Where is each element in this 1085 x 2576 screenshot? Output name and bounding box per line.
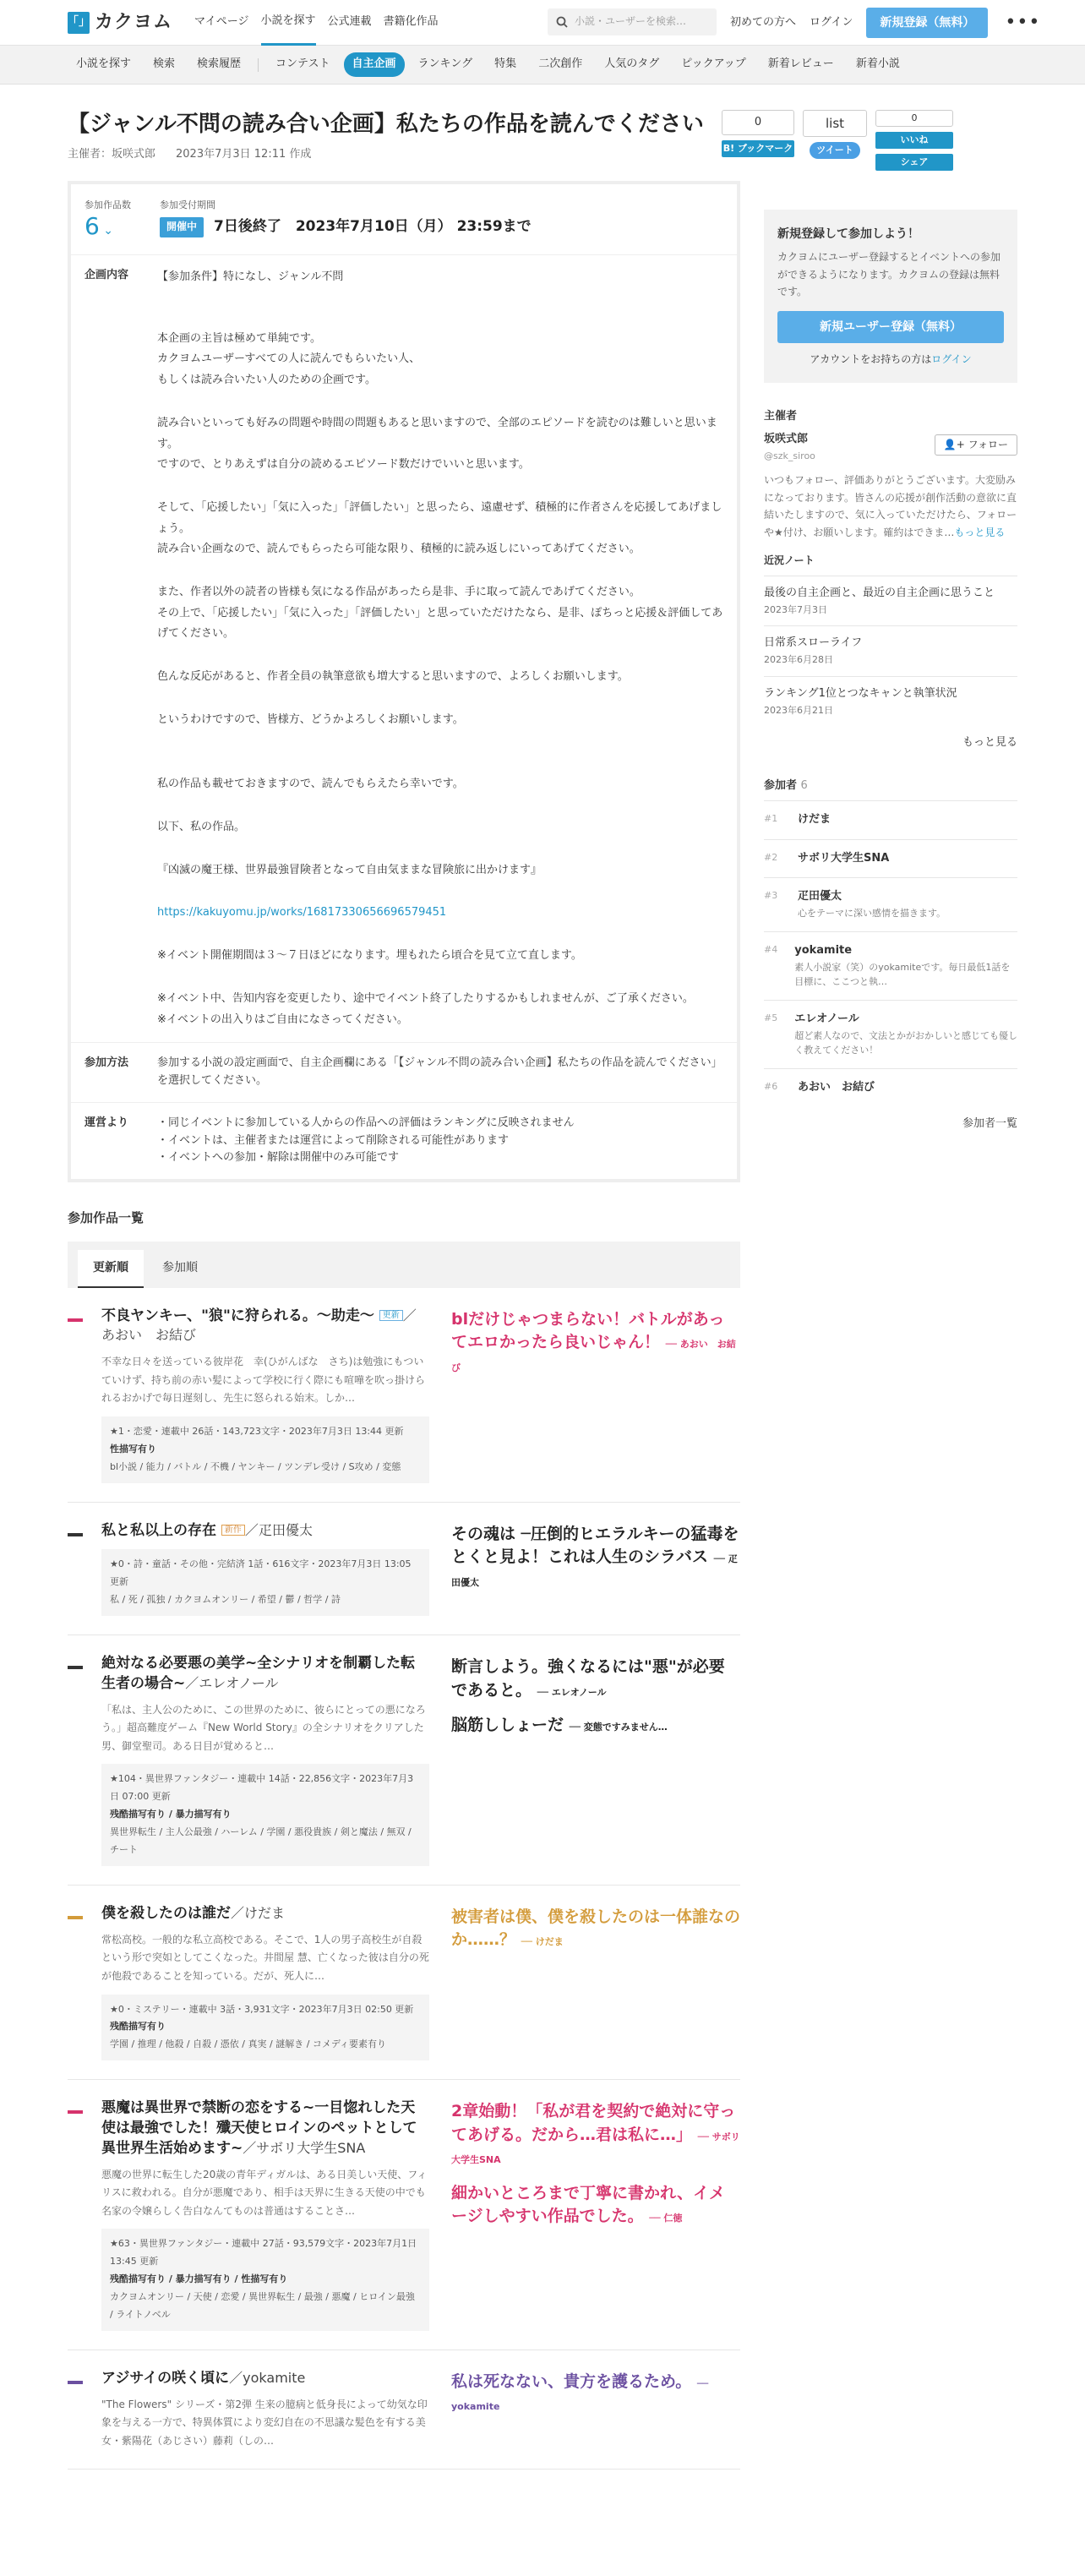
host-card [764,431,1017,541]
host-more-link[interactable]: もっと見る [954,526,1006,538]
note-item: ・ イベントへの参加・解除は開催中のみ可能です [157,1149,723,1167]
work-item [68,1886,740,2080]
join-login-link[interactable]: ログイン [931,352,972,365]
like-count: 0 [875,110,953,127]
work-catch [451,1307,740,1483]
content-line [157,476,723,498]
work-meta [101,1764,429,1865]
works-heading: 参加作品一覧 [68,1210,144,1226]
member-number: #6 [764,1080,778,1092]
page-title: 【ジャンル不問の読み合い企画】私たちの作品を読んでください [68,112,704,137]
work-title[interactable]: 私と私以上の存在 新作 ／疋田優太 [101,1521,313,1539]
catchphrase: その魂は ─圧倒的ヒエラルキーの猛毒をとくと見よ！これは人生のシラバス ── 疋田優太 [451,1524,739,1588]
content-body [157,267,723,1030]
period-stat [160,198,532,241]
help-link[interactable]: 初めての方へ [730,15,797,29]
content-line: 本企画の主旨は極めて単純です。 [157,331,321,345]
logo-mark: 「」 [68,12,90,34]
member-desc: 超ど素人なので、文法とかがおかしいと感じても優しく教えてください！ [794,1029,1017,1056]
note-item[interactable] [764,625,1017,675]
work-stats: ★1・恋愛・連載中 26話・143,723文字・2023年7月3日 13:44 更新 [110,1425,404,1437]
tweet-button[interactable]: ツイート [810,142,860,159]
work-stats: ★0・詩・童話・その他・完結済 1話・616文字・2023年7月3日 13:05 更新 [110,1558,412,1588]
event-summary [71,184,737,255]
organizer[interactable]: 主催者：坂咲式郎 [68,148,156,161]
more-menu-icon[interactable]: ••• [1005,12,1041,34]
work-info [68,1654,429,1866]
member-item[interactable] [764,839,1017,878]
member-name: けだま [798,812,831,826]
note-item[interactable] [764,676,1017,726]
content-line: また、作者以外の読者の皆様も気になる作品があったら是非、手に取って読んであげてください。 [157,585,641,598]
nav-official[interactable]: 公式連載 [327,15,372,29]
work-tag-badge: 更新 [379,1310,403,1321]
member-number: #3 [764,890,778,902]
work-stats: ★0・ミステリー・連載中 3話・3,931文字・2023年7月3日 02:50 更新 [110,2003,414,2015]
join-box [764,210,1017,383]
work-item [68,2080,740,2350]
tab-joined[interactable]: 参加順 [162,1261,198,1275]
catchphrase: 断言しよう。強くなるには"悪"が必要であると。 ── エレオノール [451,1657,725,1700]
event-notes-row [71,1103,737,1179]
content-line [157,730,723,752]
bookmark-button[interactable]: B! ブックマーク [722,140,794,157]
list-button[interactable]: list [803,110,867,137]
chevron-down-icon: ⌄ [99,224,114,238]
review-catch: 細かいところまで丁寧に書かれ、イメージしやすい作品でした。 ── 仁徳 [451,2183,725,2226]
content-line: ※イベント開催期間は３～７日ほどになります。埋もれたら頃合を見て立て直します。 [157,949,582,963]
work-author[interactable]: 疋田優太 [258,1521,313,1538]
member-item[interactable] [764,1068,1017,1107]
content-line[interactable]: https://kakuyomu.jp/works/16817330656696579451 [157,906,447,920]
member-item[interactable] [764,1000,1017,1068]
content-line [157,752,723,774]
work-item [68,2350,740,2470]
work-author[interactable]: エレオノール [199,1674,279,1691]
subnav-events[interactable]: 自主企画 [344,52,405,77]
review-catch: 脳筋ししょーだ ── 変態ですみません… [451,1716,668,1735]
content-line [157,688,723,710]
work-flags: 残酷描写有り [110,2021,166,2033]
work-meta [101,1995,429,2061]
catch-author: ── サボリ大学生SNA [451,2131,740,2166]
content-line [157,924,723,946]
content-lines [157,329,723,1030]
member-name: エレオノール [794,1012,859,1025]
content-line: 私の作品も載せておきますので、読んでもらえたら幸いです。 [157,778,464,791]
member-number: #5 [764,1012,778,1023]
catchphrase: 私は死なない、貴方を護るため。 ── yokamite [451,2371,709,2413]
catchphrase: 2章始動！「私が君を契約で絶対に守ってあげる。だから…君は私に…」 ── サボリ大学生SNA [451,2102,740,2166]
work-color-mark [68,1318,83,1322]
subnav-pickup[interactable]: ピックアップ [681,57,746,71]
member-name: サボリ大学生SNA [798,851,890,865]
note-item: ・ 同じイベントに参加している人からの作品への評価はランキングに反映されません [157,1115,723,1132]
join-text: カクヨムにユーザー登録するとイベントへの参加ができるようになります。カクヨムの登録は無料です。 [777,251,1001,298]
share-button[interactable]: シェア [875,154,953,171]
member-desc: 素人小説家（笑）のyokamiteです。毎日最低1話を目標に、ここつと執… [794,961,1011,988]
work-catch [451,1521,740,1616]
work-author[interactable]: yokamite [243,2369,306,2386]
member-number: #1 [764,812,778,824]
work-author[interactable]: あおい お結び [101,1327,197,1344]
subnav-history[interactable]: 検索履歴 [197,57,242,71]
work-info [68,1307,429,1483]
nav-mypage[interactable]: マイページ [194,15,249,29]
catchphrase: 被害者は僕、僕を殺したのは一体誰なのか……？ ── けだま [451,1907,741,1950]
work-catch [451,1904,740,2060]
members-heading: 参加者 6 [764,779,808,793]
nav-find-novels[interactable]: 小説を探す [261,0,316,46]
note-date: 2023年6月28日 [764,654,833,666]
search-placeholder: 小説・ユーザーを検索… [575,15,687,28]
work-meta [101,2229,429,2330]
note-date: 2023年7月3日 [764,603,827,615]
join-login: アカウントをお持ちの方はログイン [810,352,972,365]
work-info [68,1904,429,2060]
notes-list [764,576,1017,726]
notes-label: 運営より [85,1116,129,1129]
follow-button[interactable]: 👤+ フォロー [935,434,1017,456]
work-flags: 残酷描写有り / 暴力描写有り / 性描写有り [110,2273,288,2285]
catch-author: ── けだま [521,1936,564,1948]
work-author[interactable]: けだま [244,1904,286,1921]
content-condition: 【参加条件】特になし、ジャンル不問 [157,270,344,284]
member-number: #4 [764,943,778,955]
tab-updated[interactable]: 更新順 [78,1250,144,1287]
work-tag-badge: 新作 [221,1525,245,1536]
content-line: というわけですので、皆様方、どうかよろしくお願いします。 [157,712,464,726]
content-line: カクヨムユーザーすべての人に読んでもらいたい人、 [157,352,421,366]
catch-author: ── あおい お結び [451,1339,736,1373]
host-name[interactable]: 坂咲式郎 [764,432,809,445]
work-title[interactable]: 悪魔は異世界で禁断の恋をする~一目惚れした天使は最強でした！殲天使ヒロインのペットとして異世界生活始めます~／サボリ大学生SNA [101,2099,417,2157]
works-tabs [68,1242,740,1287]
event-box [68,181,740,1182]
host-id: @szk_siroo [764,450,815,461]
subnav-tags[interactable]: 人気のタグ [604,57,660,71]
period-text: 7日後終了 2023年7月10日（月） 23:59まで [214,218,532,236]
content-line: もしくは読み合いたい人のための企画です。 [157,374,376,387]
content-label: 企画内容 [85,269,129,282]
work-title[interactable]: 絶対なる必要悪の美学~全シナリオを制覇した転生者の場合~／エレオノール [101,1655,416,1692]
content-line: そして、「応援したい」「気に入った」「評価したい」と思ったら、遠慮せず、積極的に作者さんを応援してあげましょう。 [157,500,722,535]
title-meta [68,146,740,164]
add-user-icon: 👤+ [943,438,965,450]
content-line [157,881,723,903]
bookmark-count: 0 [722,110,794,135]
top-header [0,0,1085,46]
participants-stat [85,198,131,241]
member-name: あおい お結び [798,1080,875,1094]
method-label: 参加方法 [85,1056,129,1070]
join-title: 新規登録して参加しよう！ [777,227,919,241]
work-desc: "The Flowers" シリーズ・第2弾 生来の臆病と低身長によって幼気な印象を与える一方で、特異体質により変幻自在の不思議な髪色を有する美女・紫陽花（あじさい）藤莉（しの… [101,2398,428,2447]
participants-label: 参加作品数 [85,199,131,210]
content-line [157,560,723,582]
login-link[interactable]: ログイン [810,15,853,29]
work-color-mark [68,1533,83,1536]
member-item[interactable] [764,800,1017,839]
content-line: ですので、とりあえずは自分の読めるエピソード数だけでいいと思います。 [157,458,530,472]
work-desc: 悪魔の世界に転生した20歳の青年ディガルは、ある日美しい天使、フィリスに救われる。自分が悪魔であり、相手は天界に生きる天使の中でも名家の令嬢らしく告白なんてものは普通はすることさ… [101,2168,428,2217]
content-line: 『凶滅の魔王様、世界最強冒険者となって自由気ままな冒険旅に出かけます』 [157,863,542,876]
catch-author: ── yokamite [451,2377,709,2413]
content-line: ※イベントの出入りはご自由になさってください。 [157,1012,408,1026]
logo-text: カクヨム [95,11,173,33]
work-info [68,2369,429,2451]
subnav-ranking[interactable]: ランキング [417,57,473,71]
event-method-row [71,1043,737,1103]
like-button[interactable]: いいね [875,132,953,149]
member-item[interactable] [764,931,1017,1000]
content-line [157,967,723,989]
subnav-find[interactable]: 小説を探す [76,57,132,71]
work-meta [101,1549,429,1616]
content-line [157,645,723,667]
main-content [68,110,740,2470]
subnav-search[interactable]: 検索 [153,57,176,71]
created-date: 2023年7月3日 12:11 作成 [176,148,312,161]
host-desc: いつもフォロー、評価ありがとうございます。大変励みになっております。皆さんの応援が創作活動の意欲に直結いたしますので、気に入っていただけたら、フォローや★付け、お願いします。確約はできま…もっと見る [764,474,1017,538]
work-info [68,1521,429,1616]
content-line [157,838,723,860]
work-tags[interactable]: 異世界転生 / 主人公最強 / ハーレム / 学園 / 悪役貴族 / 剣と魔法 / 無双 / チート [110,1826,412,1856]
subnav-divider [258,58,259,72]
content-line: その上で、「応援したい」「気に入った」「評価したい」と思っていただけたなら、是非、ぽちっと応援＆評価してあげてください。 [157,606,723,641]
catchphrase: blだけじゃつまらない！バトルがあってエロかったら良いじゃん！ ── あおい お結び [451,1309,736,1373]
work-info [68,2098,429,2331]
sidebar [764,110,1017,1132]
members-all-link[interactable]: 参加者一覧 [962,1116,1017,1130]
work-stats: ★104・異世界ファンタジー・連載中 14話・22,856文字・2023年7月3日 07:00 更新 [110,1773,414,1803]
participants-count[interactable]: 6 ⌄ [85,212,114,241]
work-catch [451,2098,740,2331]
work-author[interactable]: サボリ大学生SNA [256,2139,366,2156]
member-name: yokamite [794,943,853,957]
note-title: 日常系スローライフ [764,636,863,650]
work-item [68,1635,740,1886]
content-line: 色んな反応があると、作者全員の執筆意欲も増大すると思いますので、よろしくお願いします。 [157,670,629,684]
member-name: 疋田優太 [798,890,842,903]
notes-list [157,1115,723,1167]
work-color-mark [68,1916,83,1919]
method-text: 参加する小説の設定画面で、自主企画欄にある「【ジャンル不問の読み合い企画】私たちの作品を読んでください」を選択してください。 [157,1056,722,1087]
works-list [68,1288,740,2470]
work-desc: 「私は、主人公のために、この世界のために、彼らにとっての悪になろう。」超高難度ゲーム『New World Story』の全シナリオをクリアした男、御堂聖司。ある日目が覚めると… [101,1703,426,1752]
catch-author: ── 疋田優太 [451,1553,738,1588]
register-button[interactable]: 新規登録（無料） [866,8,988,38]
search-icon [556,16,568,28]
work-flags: 残酷描写有り / 暴力描写有り [110,1809,232,1820]
work-item [68,1503,740,1635]
notes-more-link[interactable]: もっと見る [962,736,1017,750]
sub-nav [0,46,1085,85]
review-author: ── 仁徳 [649,2213,683,2224]
work-meta [101,1416,429,1483]
work-title[interactable]: 僕を殺したのは誰だ／けだま [101,1904,286,1922]
review-author: ── 変態ですみません… [569,1722,668,1733]
subnav-reviews[interactable]: 新着レビュー [767,57,834,71]
work-title[interactable]: アジサイの咲く頃に／yokamite [101,2369,306,2387]
work-stats: ★63・異世界ファンタジー・連載中 27話・93,579文字・2023年7月1日 13:45 更新 [110,2238,417,2268]
nav-books[interactable]: 書籍化作品 [383,15,439,29]
work-color-mark [68,1666,83,1669]
content-line: ※イベント中、告知内容を変更したり、途中でイベント終了したりするかもしれませんが、ご了承ください。 [157,991,694,1005]
note-date: 2023年6月21日 [764,704,833,716]
members-list [764,800,1017,1107]
status-badge: 開催中 [160,217,204,237]
note-item: ・ イベントは、主催者または運営によって削除される可能性があります [157,1132,723,1150]
work-tags[interactable]: 私 / 死 / 孤独 / カクヨムオンリー / 希望 / 鬱 / 哲学 / 詩 [110,1594,341,1606]
work-catch [451,1654,740,1866]
content-line: 読み合いといっても好みの問題や時間の問題もあると思いますので、全部のエピソードを読むのは難しいと思います。 [157,416,717,450]
subnav-features[interactable]: 特集 [494,57,517,71]
catch-author: ── エレオノール [537,1686,607,1698]
work-catch [451,2369,740,2451]
content-line [157,795,723,817]
work-title[interactable]: 不良ヤンキー、"狼"に狩られる。～助走～ 更新 ／あおい お結び [101,1307,417,1344]
header-actions [730,0,1040,46]
work-tags[interactable]: 学園 / 推理 / 他殺 / 自殺 / 憑依 / 真実 / 謎解き / コメディ要素有り [110,2038,387,2050]
member-item[interactable] [764,877,1017,931]
subnav-fanfic[interactable]: 二次創作 [538,57,583,71]
work-desc: 不幸な日々を送っている彼岸花 幸(ひがんばな さち)は勉強にもついていけず、持ち前の赤い髪によって学校に行く際にも喧嘩を吹っ掛けられるおかげで毎日遅刻し、先生に怒られる始末。しか… [101,1356,426,1405]
note-item[interactable] [764,576,1017,625]
work-color-mark [68,2110,83,2114]
work-flags: 性描写有り [110,1443,156,1454]
top-nav [194,0,439,46]
work-color-mark [68,2381,83,2384]
host-heading: 主催者 [764,410,798,423]
join-register-button[interactable]: 新規ユーザー登録（無料） [777,311,1004,343]
subnav-new[interactable]: 新着小説 [855,57,900,71]
work-tags[interactable]: カクヨムオンリー / 天使 / 恋愛 / 異世界転生 / 最強 / 悪魔 / ヒロイン最強 / ライトノベル [110,2291,415,2320]
member-desc: 心をテーマに深い感情を描きます。 [798,908,946,920]
note-title: 最後の自主企画と、最近の自主企画に思うこと [764,587,995,600]
event-content-row [71,255,737,1043]
content-line [157,391,723,413]
work-tags[interactable]: bl小説 / 能力 / バトル / 不機 / ヤンキー / ツンデレ受け / S攻め / 変態 [110,1460,401,1472]
subnav-contest[interactable]: コンテスト [275,57,330,71]
period-label: 参加受付期間 [160,199,215,210]
work-item [68,1288,740,1503]
work-desc: 常松高校。一般的な私立高校である。そこで、1人の男子高校生が自殺という形で突如としてこくなった。井間屋 慧、亡くなった彼は自分の死が他殺であることを知っている。だが、死人に… [101,1933,429,1982]
notes-heading: 近況ノート [764,554,815,566]
note-title: ランキング1位とつなキャンと執筆状況 [764,686,957,700]
content-line: 読み合い企画なので、読んでもらったら可能な限り、積極的に読み返しにいってあげてください。 [157,543,641,556]
content-line: 以下、私の作品。 [157,821,246,834]
member-number: #2 [764,851,778,863]
search-input[interactable] [548,8,717,35]
logo[interactable] [68,8,172,37]
